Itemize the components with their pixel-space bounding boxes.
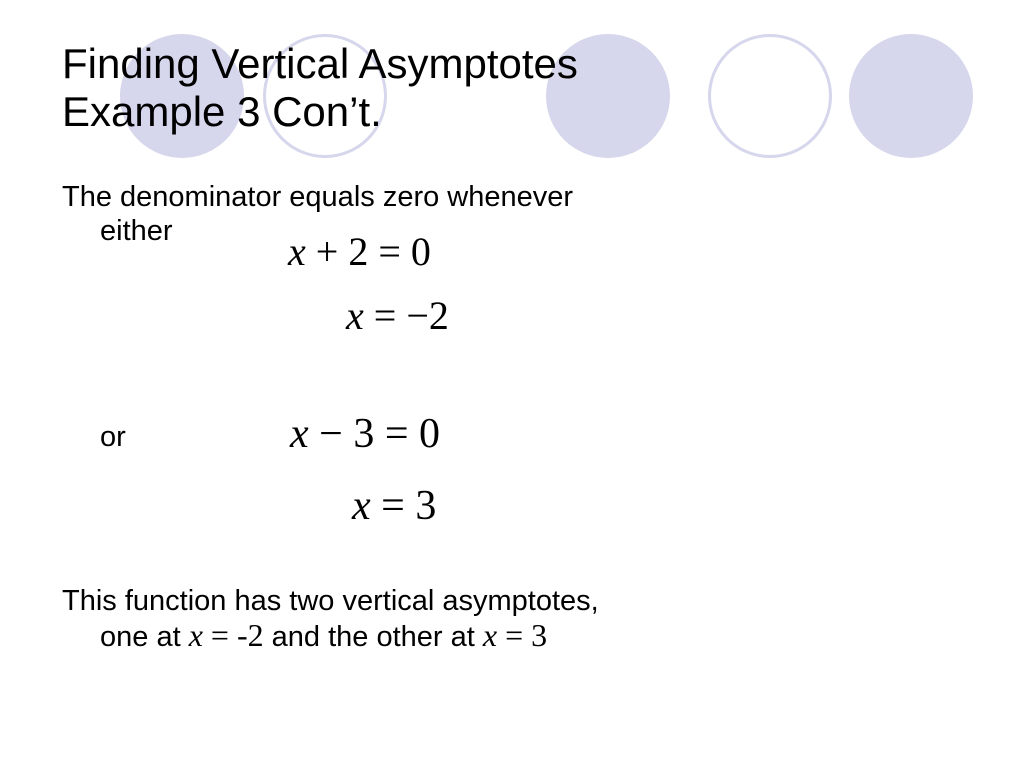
- conclusion-line-2: [62, 618, 762, 654]
- slide-title: [62, 40, 578, 136]
- conclusion-prefix: one at: [100, 621, 189, 653]
- conclusion-paragraph: [62, 584, 762, 654]
- inline-math-1: [189, 617, 264, 653]
- equation-rest: = 3: [370, 483, 437, 529]
- inline-variable: x: [188, 617, 203, 653]
- inline-rest: = 3: [497, 617, 548, 653]
- decorative-circle-filled: [849, 34, 973, 158]
- or-label: or: [100, 421, 126, 453]
- conclusion-middle: and the other at: [263, 621, 483, 653]
- equation-variable: x: [352, 483, 371, 529]
- equation-variable: x: [346, 293, 364, 338]
- equation-rest: − 3 = 0: [308, 411, 441, 457]
- title-line-1: Finding Vertical Asymptotes: [62, 40, 578, 87]
- equation-variable: x: [288, 229, 306, 274]
- equation-rest: + 2 = 0: [305, 229, 431, 274]
- equation-variable: x: [290, 411, 309, 457]
- equation-x-minus-3: [290, 410, 440, 458]
- decorative-circle-outline: [708, 34, 832, 158]
- equation-x-equals-neg2: [346, 292, 449, 339]
- intro-line-1: The denominator equals zero whenever: [62, 181, 574, 213]
- conclusion-line-1: This function has two vertical asymptotes,: [62, 585, 599, 617]
- equation-x-equals-3: [352, 482, 436, 530]
- equation-rest: = −2: [363, 293, 449, 338]
- title-line-2: Example 3 Con’t.: [62, 88, 382, 135]
- equation-x-plus-2: [288, 228, 431, 275]
- inline-rest: = -2: [202, 617, 264, 653]
- intro-line-2: either: [100, 215, 173, 247]
- inline-math-2: [483, 617, 547, 653]
- inline-variable: x: [482, 617, 498, 653]
